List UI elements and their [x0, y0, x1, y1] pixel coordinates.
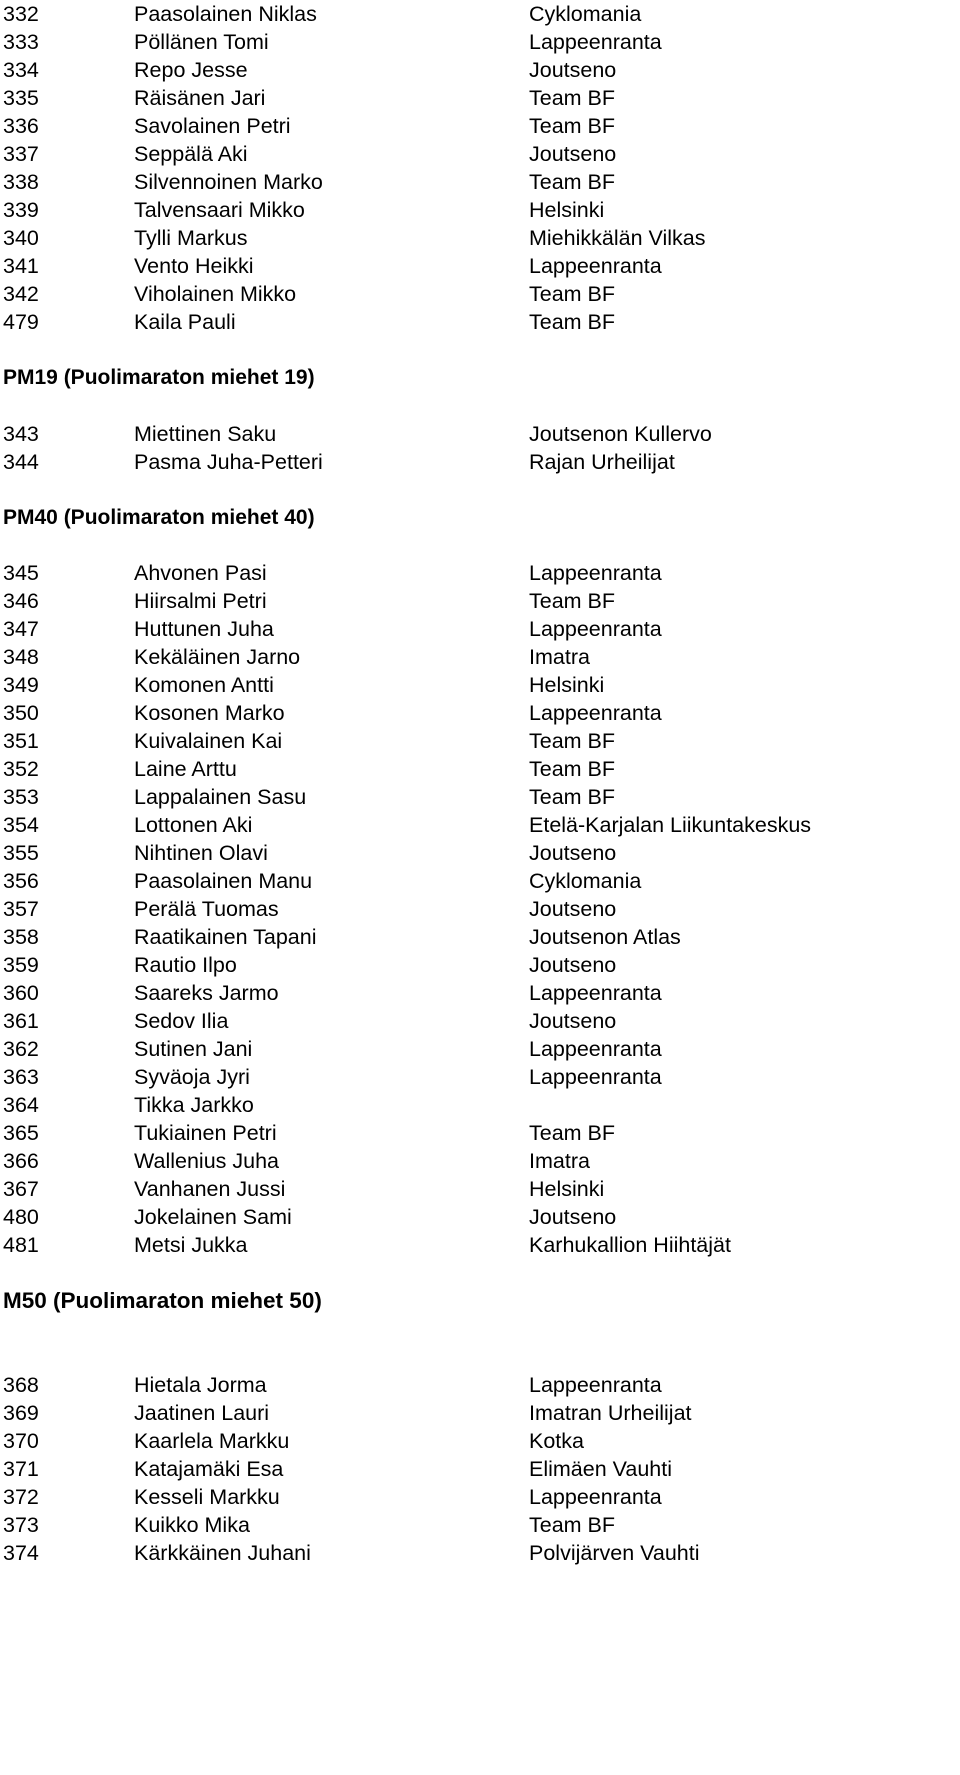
club-name: Imatran Urheilijat [529, 1401, 692, 1425]
club-name: Joutsenon Atlas [529, 925, 681, 949]
entry-row [0, 979, 960, 1007]
runner-name: Syväoja Jyri [134, 1065, 250, 1089]
club-name: Lappeenranta [529, 30, 662, 54]
entry-row [0, 839, 960, 867]
bib-number: 479 [3, 310, 39, 334]
runner-name: Silvennoinen Marko [134, 170, 323, 194]
bib-number: 359 [3, 953, 39, 977]
runner-name: Komonen Antti [134, 673, 274, 697]
entry-row [0, 420, 960, 448]
runner-name: Tylli Markus [134, 226, 248, 250]
bib-number: 347 [3, 617, 39, 641]
runner-name: Repo Jesse [134, 58, 248, 82]
club-name: Lappeenranta [529, 1485, 662, 1509]
bib-number: 346 [3, 589, 39, 613]
bib-number: 367 [3, 1177, 39, 1201]
entry-row [0, 1427, 960, 1455]
club-name: Lappeenranta [529, 1373, 662, 1397]
runner-name: Jokelainen Sami [134, 1205, 292, 1229]
club-name: Team BF [529, 785, 616, 809]
runner-name: Laine Arttu [134, 757, 237, 781]
runner-name: Kärkkäinen Juhani [134, 1541, 311, 1565]
bib-number: 372 [3, 1485, 39, 1509]
entry-row [0, 559, 960, 587]
entry-row [0, 308, 960, 336]
bib-number: 373 [3, 1513, 39, 1537]
section-heading: M50 (Puolimaraton miehet 50) [3, 1288, 322, 1313]
runner-name: Tikka Jarkko [134, 1093, 254, 1117]
club-name: Joutseno [529, 953, 617, 977]
club-name: Lappeenranta [529, 1065, 662, 1089]
entry-row [0, 811, 960, 839]
section-heading: PM19 (Puolimaraton miehet 19) [3, 366, 315, 389]
club-name: Polvijärven Vauhti [529, 1541, 700, 1565]
entry-row [0, 1399, 960, 1427]
entry-row [0, 448, 960, 476]
bib-number: 371 [3, 1457, 39, 1481]
club-name: Lappeenranta [529, 254, 662, 278]
bib-number: 343 [3, 422, 39, 446]
entry-row [0, 1007, 960, 1035]
runner-name: Ahvonen Pasi [134, 561, 267, 585]
entry-row [0, 783, 960, 811]
club-name: Joutsenon Kullervo [529, 422, 712, 446]
runner-name: Viholainen Mikko [134, 282, 297, 306]
entry-row [0, 643, 960, 671]
entry-row [0, 587, 960, 615]
runner-name: Raatikainen Tapani [134, 925, 317, 949]
bib-number: 334 [3, 58, 39, 82]
runner-name: Kuikko Mika [134, 1513, 250, 1537]
entry-row [0, 895, 960, 923]
bib-number: 352 [3, 757, 39, 781]
runner-name: Miettinen Saku [134, 422, 277, 446]
entry-row [0, 1511, 960, 1539]
club-name: Etelä-Karjalan Liikuntakeskus [529, 813, 812, 837]
club-name: Team BF [529, 757, 616, 781]
runner-name: Kesseli Markku [134, 1485, 280, 1509]
club-name: Elimäen Vauhti [529, 1457, 673, 1481]
bib-number: 332 [3, 2, 39, 26]
club-name: Joutseno [529, 841, 617, 865]
bib-number: 337 [3, 142, 39, 166]
runner-name: Rautio Ilpo [134, 953, 237, 977]
runner-name: Räisänen Jari [134, 86, 266, 110]
runner-name: Nihtinen Olavi [134, 841, 268, 865]
bib-number: 365 [3, 1121, 39, 1145]
bib-number: 360 [3, 981, 39, 1005]
entry-row [0, 0, 960, 28]
club-name: Rajan Urheilijat [529, 450, 675, 474]
runner-name: Metsi Jukka [134, 1233, 248, 1257]
bib-number: 364 [3, 1093, 39, 1117]
bib-number: 333 [3, 30, 39, 54]
club-name: Lappeenranta [529, 561, 662, 585]
bib-number: 335 [3, 86, 39, 110]
bib-number: 353 [3, 785, 39, 809]
runner-name: Lottonen Aki [134, 813, 253, 837]
entry-row [0, 727, 960, 755]
entry-row [0, 56, 960, 84]
section-heading: PM40 (Puolimaraton miehet 40) [3, 506, 315, 529]
entry-row [0, 224, 960, 252]
club-name: Team BF [529, 729, 616, 753]
runner-name: Kosonen Marko [134, 701, 285, 725]
bib-number: 342 [3, 282, 39, 306]
runner-name: Lappalainen Sasu [134, 785, 307, 809]
runner-name: Talvensaari Mikko [134, 198, 305, 222]
runner-name: Perälä Tuomas [134, 897, 279, 921]
bib-number: 481 [3, 1233, 39, 1257]
entry-row [0, 112, 960, 140]
bib-number: 358 [3, 925, 39, 949]
bib-number: 357 [3, 897, 39, 921]
entry-row [0, 1175, 960, 1203]
bib-number: 345 [3, 561, 39, 585]
entry-row [0, 1483, 960, 1511]
entry-row [0, 1231, 960, 1259]
entry-row [0, 1203, 960, 1231]
entry-row [0, 280, 960, 308]
bib-number: 370 [3, 1429, 39, 1453]
bib-number: 338 [3, 170, 39, 194]
club-name: Lappeenranta [529, 701, 662, 725]
club-name: Joutseno [529, 1009, 617, 1033]
bib-number: 355 [3, 841, 39, 865]
club-name: Team BF [529, 170, 616, 194]
bib-number: 351 [3, 729, 39, 753]
club-name: Team BF [529, 1121, 616, 1145]
runner-name: Paasolainen Niklas [134, 2, 317, 26]
runner-name: Jaatinen Lauri [134, 1401, 270, 1425]
entry-row [0, 699, 960, 727]
entry-row [0, 196, 960, 224]
runner-name: Hiirsalmi Petri [134, 589, 267, 613]
runner-name: Katajamäki Esa [134, 1457, 284, 1481]
club-name: Team BF [529, 114, 616, 138]
bib-number: 362 [3, 1037, 39, 1061]
runner-name: Vanhanen Jussi [134, 1177, 286, 1201]
club-name: Team BF [529, 282, 616, 306]
entry-row [0, 1035, 960, 1063]
bib-number: 344 [3, 450, 39, 474]
runner-name: Saareks Jarmo [134, 981, 279, 1005]
bib-number: 480 [3, 1205, 39, 1229]
club-name: Team BF [529, 589, 616, 613]
club-name: Kotka [529, 1429, 584, 1453]
entry-row [0, 1147, 960, 1175]
club-name: Karhukallion Hiihtäjät [529, 1233, 731, 1257]
runner-name: Kaila Pauli [134, 310, 236, 334]
entry-row [0, 1091, 960, 1119]
bib-number: 354 [3, 813, 39, 837]
entry-row [0, 671, 960, 699]
club-name: Helsinki [529, 673, 605, 697]
club-name: Joutseno [529, 1205, 617, 1229]
entry-row [0, 615, 960, 643]
entry-row [0, 1371, 960, 1399]
runner-name: Wallenius Juha [134, 1149, 279, 1173]
club-name: Lappeenranta [529, 617, 662, 641]
runner-name: Tukiainen Petri [134, 1121, 277, 1145]
club-name: Team BF [529, 310, 616, 334]
runner-name: Pasma Juha-Petteri [134, 450, 323, 474]
bib-number: 356 [3, 869, 39, 893]
bib-number: 350 [3, 701, 39, 725]
bib-number: 349 [3, 673, 39, 697]
entry-row [0, 951, 960, 979]
club-name: Team BF [529, 86, 616, 110]
club-name: Lappeenranta [529, 1037, 662, 1061]
entry-row [0, 28, 960, 56]
bib-number: 340 [3, 226, 39, 250]
runner-name: Hietala Jorma [134, 1373, 267, 1397]
club-name: Joutseno [529, 142, 617, 166]
runner-name: Pöllänen Tomi [134, 30, 269, 54]
entry-row [0, 1539, 960, 1567]
runner-name: Kekäläinen Jarno [134, 645, 301, 669]
club-name: Helsinki [529, 1177, 605, 1201]
bib-number: 374 [3, 1541, 39, 1565]
club-name: Cyklomania [529, 869, 642, 893]
runner-name: Paasolainen Manu [134, 869, 313, 893]
club-name: Miehikkälän Vilkas [529, 226, 706, 250]
entry-row [0, 867, 960, 895]
club-name: Cyklomania [529, 2, 642, 26]
runner-name: Seppälä Aki [134, 142, 248, 166]
club-name: Joutseno [529, 58, 617, 82]
entry-row [0, 84, 960, 112]
entry-row [0, 140, 960, 168]
entry-row [0, 252, 960, 280]
entry-row [0, 1119, 960, 1147]
club-name: Helsinki [529, 198, 605, 222]
club-name: Lappeenranta [529, 981, 662, 1005]
club-name: Team BF [529, 1513, 616, 1537]
bib-number: 368 [3, 1373, 39, 1397]
club-name: Joutseno [529, 897, 617, 921]
bib-number: 341 [3, 254, 39, 278]
bib-number: 369 [3, 1401, 39, 1425]
entry-row [0, 755, 960, 783]
club-name: Imatra [529, 645, 590, 669]
runner-name: Sutinen Jani [134, 1037, 253, 1061]
runner-name: Huttunen Juha [134, 617, 274, 641]
entry-row [0, 1063, 960, 1091]
entry-row [0, 923, 960, 951]
runner-name: Vento Heikki [134, 254, 254, 278]
bib-number: 366 [3, 1149, 39, 1173]
entry-row [0, 1455, 960, 1483]
bib-number: 361 [3, 1009, 39, 1033]
bib-number: 336 [3, 114, 39, 138]
club-name: Imatra [529, 1149, 590, 1173]
runner-name: Savolainen Petri [134, 114, 291, 138]
runner-name: Kaarlela Markku [134, 1429, 290, 1453]
bib-number: 339 [3, 198, 39, 222]
runner-name: Kuivalainen Kai [134, 729, 283, 753]
bib-number: 348 [3, 645, 39, 669]
bib-number: 363 [3, 1065, 39, 1089]
entry-row [0, 168, 960, 196]
runner-name: Sedov Ilia [134, 1009, 229, 1033]
